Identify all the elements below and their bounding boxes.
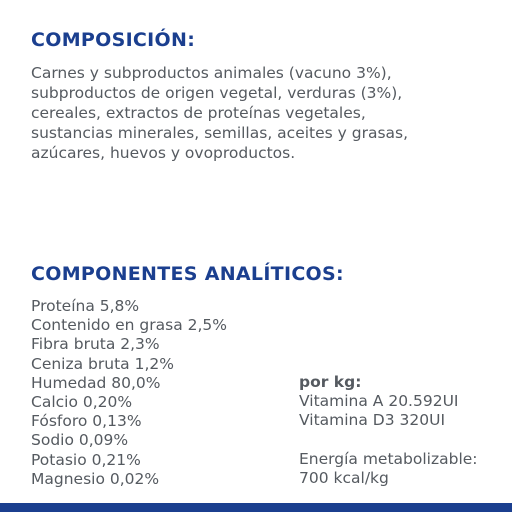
bottom-accent-bar bbox=[0, 503, 512, 512]
analytical-item-fiber: Fibra bruta 2,3% bbox=[31, 335, 160, 354]
energy-value: 700 kcal/kg bbox=[299, 469, 389, 488]
energy-label: Energía metabolizable: bbox=[299, 450, 478, 468]
analytical-item-protein: Proteína 5,8% bbox=[31, 297, 140, 315]
composition-line: Carnes y subproductos animales (vacuno 3%), bbox=[31, 64, 392, 82]
analytical-item-fat: Contenido en grasa 2,5% bbox=[31, 316, 227, 335]
vitamin-d3-value: Vitamina D3 320UI bbox=[299, 411, 446, 430]
analytical-item-magnesium: Magnesio 0,02% bbox=[31, 469, 160, 488]
analytical-components-list bbox=[31, 297, 227, 489]
composition-line: cereales, extractos de proteínas vegetales, bbox=[31, 104, 366, 122]
per-kg-block bbox=[299, 373, 458, 431]
composition-text bbox=[31, 63, 491, 163]
analytical-item-phosphorus: Fósforo 0,13% bbox=[31, 412, 142, 431]
analytical-item-calcium: Calcio 0,20% bbox=[31, 393, 133, 412]
vitamin-a-value: Vitamina A 20.592UI bbox=[299, 392, 459, 411]
composition-line: sustancias minerales, semillas, aceites y grasas, bbox=[31, 124, 409, 142]
composition-line: subproductos de origen vegetal, verduras (3%), bbox=[31, 84, 403, 102]
analytical-item-potassium: Potasio 0,21% bbox=[31, 450, 141, 469]
analytical-item-ash: Ceniza bruta 1,2% bbox=[31, 354, 174, 373]
metabolizable-energy-block bbox=[299, 450, 478, 488]
analytical-components-heading: COMPONENTES ANALÍTICOS: bbox=[31, 263, 344, 285]
per-kg-title: por kg: bbox=[299, 373, 362, 391]
composition-line: azúcares, huevos y ovoproductos. bbox=[31, 144, 296, 162]
analytical-item-sodium: Sodio 0,09% bbox=[31, 431, 129, 450]
composition-heading: COMPOSICIÓN: bbox=[31, 29, 196, 51]
analytical-item-moisture: Humedad 80,0% bbox=[31, 373, 161, 392]
